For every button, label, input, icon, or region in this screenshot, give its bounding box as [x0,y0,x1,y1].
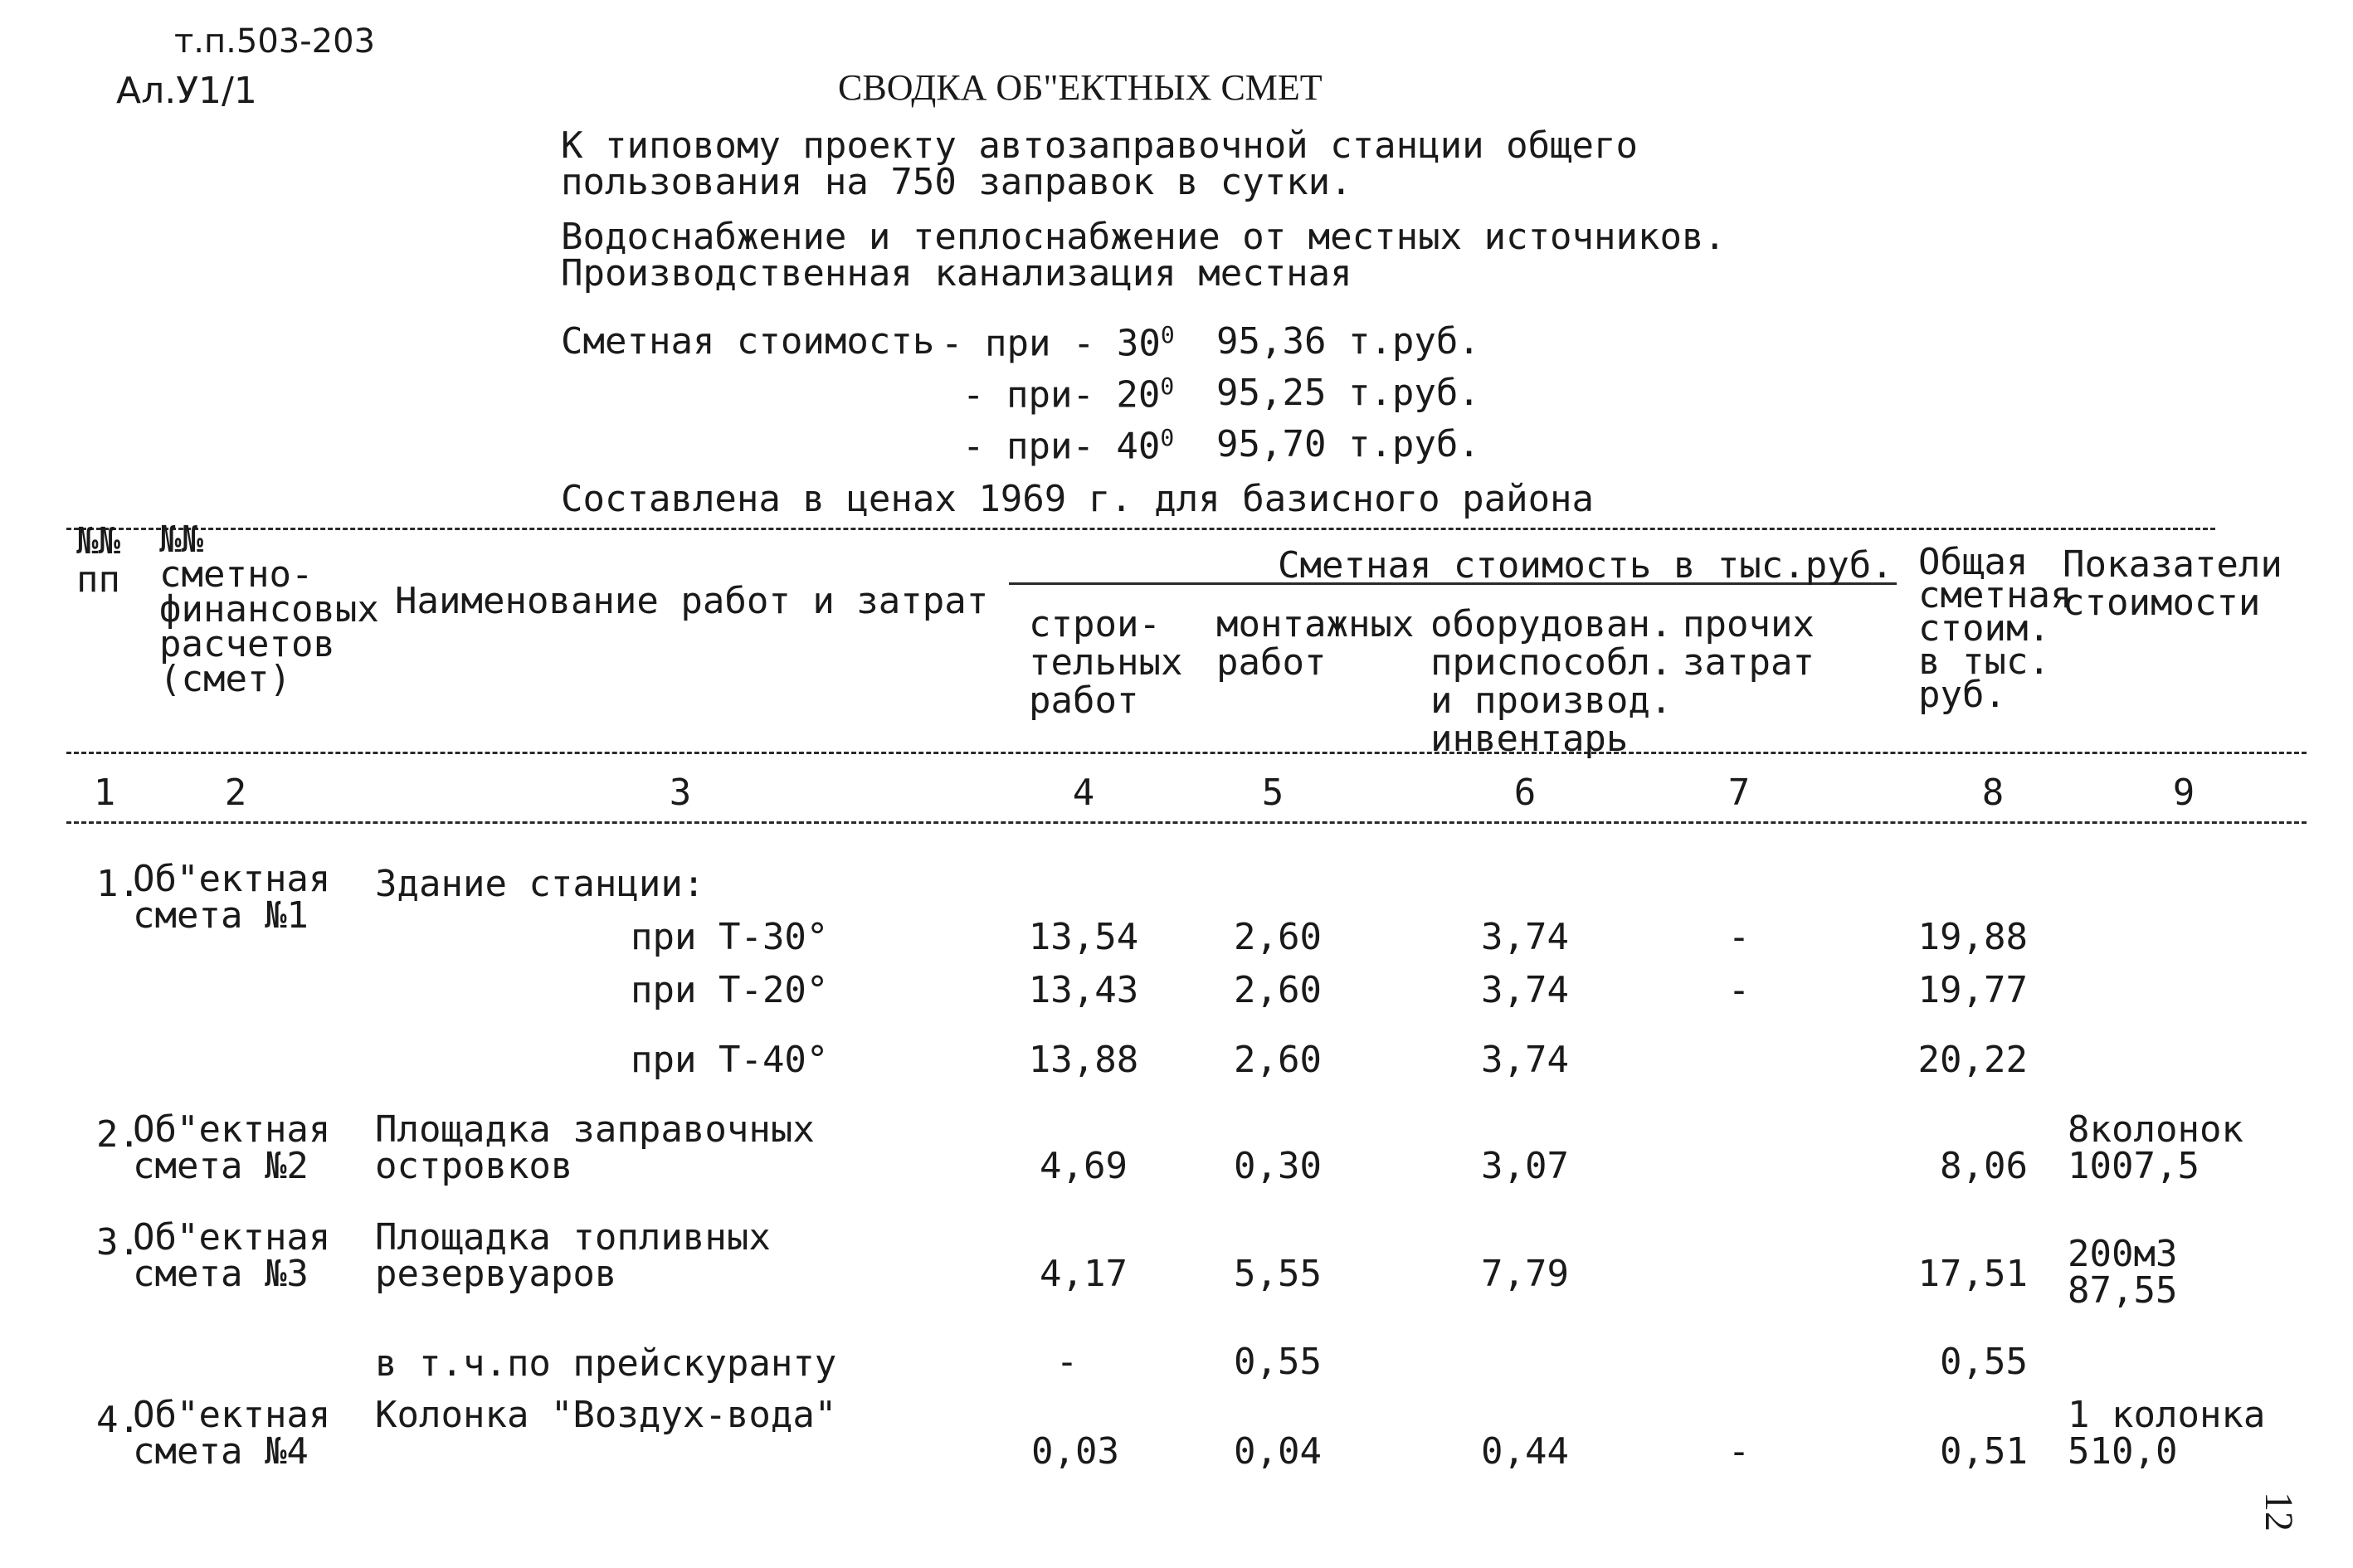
sheet-code: Ал.У1/1 [116,70,257,112]
row-number: 2. [96,1113,140,1156]
column-number: 3 [669,772,692,814]
column-number-rule [66,821,2307,824]
row-indicator: 1 колонка 510,0 [2068,1394,2266,1473]
row-work-name: Здание станции: [375,863,705,905]
row-value-equipment: 3,74 [1481,916,1569,958]
page-title: СВОДКА ОБ"ЕКТНЫХ СМЕТ [838,67,1323,108]
row-estimate-ref: Об"ектная смета №2 [133,1108,331,1187]
row-estimate-ref: Об"ектная смета №3 [133,1216,331,1295]
row-value-total: 0,51 [1940,1430,2028,1473]
estimate-cond-1 [941,321,1175,365]
header-installation: монтажных работ [1216,603,1415,684]
column-number: 9 [2172,772,2195,814]
row-value-construction: 4,69 [1040,1145,1128,1187]
row-value-construction: 13,54 [1028,916,1139,958]
row-value-construction: 13,88 [1028,1039,1139,1081]
row-work-name: при Т-30° [631,916,829,958]
row-value-equipment: 7,79 [1481,1253,1569,1295]
header-bottom-rule [66,752,2307,754]
row-work-name: при Т-20° [631,969,829,1011]
row-number: 4. [96,1399,140,1441]
row-value-construction: 13,43 [1028,969,1139,1011]
project-code: т.п.503-203 [174,22,376,61]
degree-mark: 0 [1160,424,1175,451]
estimate-value-2: 95,25 т.руб. [1216,372,1480,414]
prices-note: Составлена в ценах 1969 г. для базисного района [561,478,1595,520]
row-value-total: 19,88 [1917,916,2028,958]
estimate-value-3: 95,70 т.руб. [1216,423,1480,465]
estimate-cond-text: - при- 40 [962,425,1161,468]
row-value-equipment: 0,44 [1481,1430,1569,1473]
intro-line-2: пользования на 750 заправок в сутки. [561,161,1352,203]
intro-line-4: Производственная канализация местная [561,252,1352,295]
estimate-value-1: 95,36 т.руб. [1216,320,1480,363]
header-row-number: №№ пп [76,520,120,601]
row-value-installation: 2,60 [1234,969,1322,1011]
row-value-installation: 2,60 [1234,1039,1322,1081]
column-number: 2 [224,772,247,814]
row-work-name: Колонка "Воздух-вода" [375,1394,837,1436]
row-work-name: в т.ч.по прейскуранту [375,1342,837,1385]
row-value-installation: 0,30 [1234,1145,1322,1187]
estimate-cond-3 [962,424,1175,468]
row-value-installation: 0,55 [1234,1341,1322,1383]
column-number: 6 [1513,772,1537,814]
degree-mark: 0 [1160,321,1175,348]
row-number: 3. [96,1221,140,1264]
intro-line-1: К типовому проекту автозаправочной станции общего [561,124,1639,167]
column-number: 5 [1261,772,1284,814]
row-estimate-ref: Об"ектная смета №1 [133,858,331,937]
header-other: прочих затрат [1683,603,1815,684]
row-value-equipment: 3,07 [1481,1145,1569,1187]
header-cost-group: Сметная стоимость в тыс.руб. [1278,544,1893,587]
row-value-installation: 5,55 [1234,1253,1322,1295]
row-value-total: 19,77 [1917,969,2028,1011]
degree-mark: 0 [1160,373,1175,400]
header-work-name: Наименование работ и затрат [395,580,989,622]
header-total: Общая сметная стоим. в тыс. руб. [1918,541,2073,716]
intro-line-3: Водоснабжение и теплоснабжение от местных источников. [561,216,1726,258]
estimate-label: Сметная стоимость [561,320,935,363]
row-value-total: 0,55 [1940,1341,2028,1383]
estimate-cond-text: - при - 30 [941,322,1161,365]
row-value-construction: 4,17 [1040,1253,1128,1295]
row-value-equipment: 3,74 [1481,1039,1569,1081]
estimate-cond-2 [962,375,1174,414]
row-value-construction: - [1055,1341,1079,1383]
row-estimate-ref: Об"ектная смета №4 [133,1394,331,1473]
header-indicators: Показатели стоимости [2063,543,2282,624]
row-work-name: Площадка заправочных островков [375,1108,815,1187]
column-number: 8 [1981,772,2005,814]
row-work-name: Площадка топливных резервуаров [375,1216,771,1295]
table-top-rule [66,528,2215,530]
row-value-other: - [1727,1430,1751,1473]
row-value-installation: 0,04 [1234,1430,1322,1473]
row-value-construction: 0,03 [1031,1430,1119,1473]
row-indicator: 8колонок 1007,5 [2068,1108,2243,1187]
row-value-installation: 2,60 [1234,916,1322,958]
row-value-total: 17,51 [1917,1253,2028,1295]
header-construction: строи- тельных работ [1029,603,1183,722]
column-number: 7 [1727,772,1751,814]
estimate-cond-text: - при- 20 [962,373,1161,416]
row-value-total: 8,06 [1940,1145,2028,1187]
row-value-equipment: 3,74 [1481,969,1569,1011]
column-number: 1 [93,772,116,814]
row-number: 1. [96,863,140,905]
header-equipment: оборудован. приспособл. и производ. инвентарь [1430,603,1673,760]
row-indicator: 200м3 87,55 [2068,1233,2178,1312]
row-work-name: при Т-40° [631,1039,829,1081]
row-value-other: - [1727,916,1751,958]
header-estimate-number: №№ сметно- финансовых расчетов (смет) [159,519,379,700]
page-number: 12 [2257,1492,2301,1531]
row-value-other: - [1727,969,1751,1011]
column-number: 4 [1072,772,1095,814]
row-value-total: 20,22 [1917,1039,2028,1081]
